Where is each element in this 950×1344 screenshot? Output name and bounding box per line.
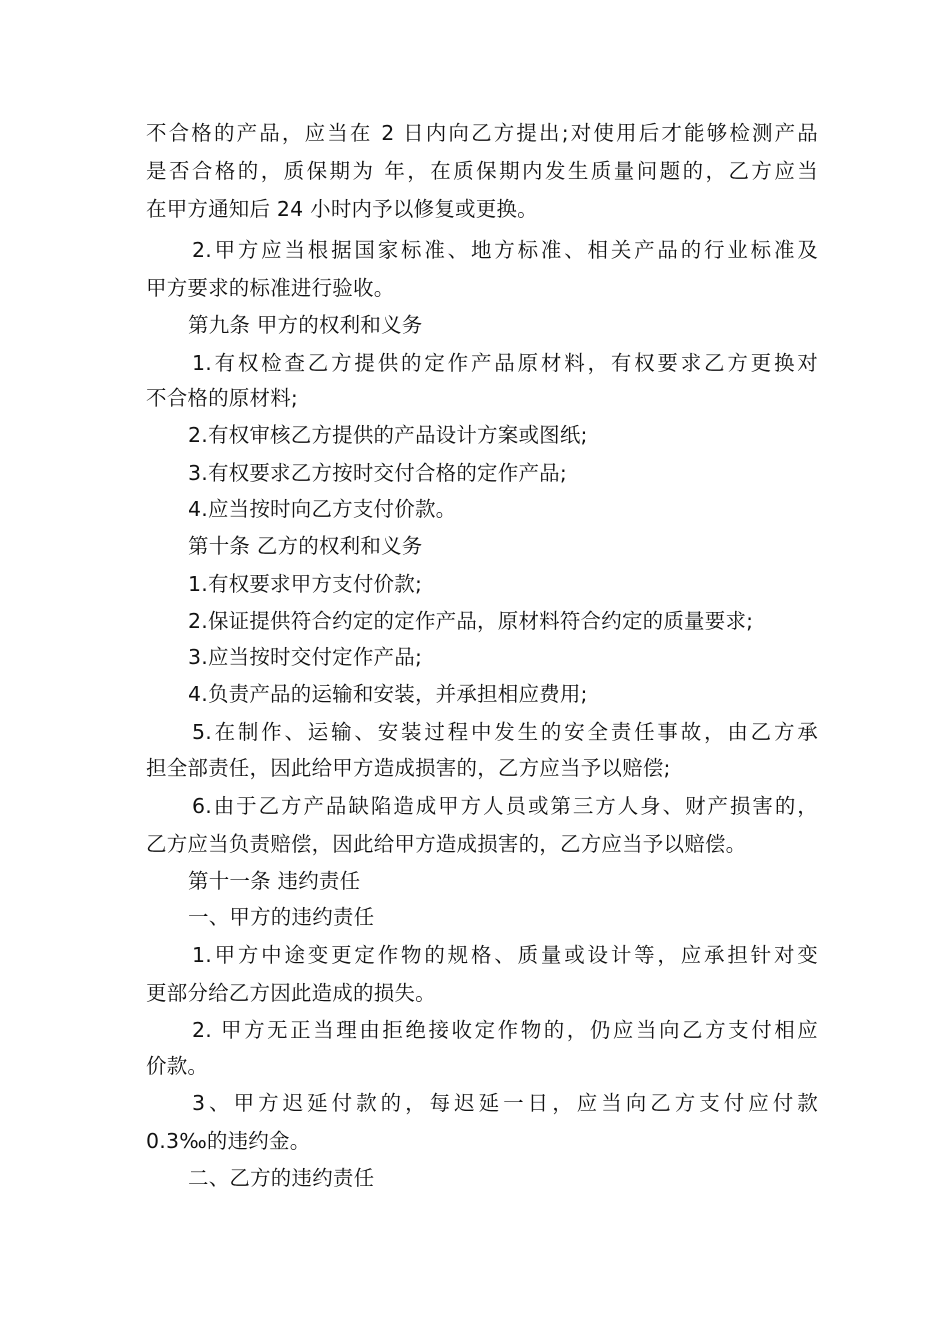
article-heading: 第十条 乙方的权利和义务 [188,534,423,558]
clause-item: 2.有权审核乙方提供的产品设计方案或图纸; [188,423,588,447]
text-line: 担全部责任，因此给甲方造成损害的，乙方应当予以赔偿; [146,756,671,780]
clause-item: 5.在制作、运输、安装过程中发生的安全责任事故，由乙方承 [192,720,818,744]
text-line: 价款。 [146,1054,209,1078]
text-line: 是否合格的，质保期为 年，在质保期内发生质量问题的，乙方应当 [146,159,818,183]
article-heading: 第九条 甲方的权利和义务 [188,313,423,337]
text-line: 不合格的原材料; [146,386,299,410]
section-heading: 二、乙方的违约责任 [188,1166,375,1190]
clause-item: 3.应当按时交付定作产品; [188,645,423,669]
clause-item: 4.负责产品的运输和安装，并承担相应费用; [188,682,588,706]
text-line: 更部分给乙方因此造成的损失。 [146,981,436,1005]
clause-item: 1.甲方中途变更定作物的规格、质量或设计等，应承担针对变 [192,943,818,967]
clause-item: 2.保证提供符合约定的定作产品，原材料符合约定的质量要求; [188,609,754,633]
text-line: 0.3‰的违约金。 [146,1129,311,1153]
clause-item: 2. 甲方无正当理由拒绝接收定作物的，仍应当向乙方支付相应 [192,1018,818,1042]
clause-item: 1.有权要求甲方支付价款; [188,572,423,596]
section-heading: 一、甲方的违约责任 [188,905,375,929]
text-line: 在甲方通知后 24 小时内予以修复或更换。 [146,197,538,221]
clause-item: 6.由于乙方产品缺陷造成甲方人员或第三方人身、财产损害的， [192,794,818,818]
article-heading: 第十一条 违约责任 [188,869,361,893]
text-line: 甲方要求的标准进行验收。 [146,276,395,300]
clause-item: 3、甲方迟延付款的，每迟延一日，应当向乙方支付应付款 [192,1091,818,1115]
clause-item: 2.甲方应当根据国家标准、地方标准、相关产品的行业标准及 [192,238,818,262]
clause-item: 3.有权要求乙方按时交付合格的定作产品; [188,461,567,485]
clause-item: 4.应当按时向乙方支付价款。 [188,497,457,521]
clause-item: 1.有权检查乙方提供的定作产品原材料，有权要求乙方更换对 [192,351,818,375]
text-line: 乙方应当负责赔偿，因此给甲方造成损害的，乙方应当予以赔偿。 [146,832,747,856]
text-line: 不合格的产品，应当在 2 日内向乙方提出;对使用后才能够检测产品 [146,121,818,145]
